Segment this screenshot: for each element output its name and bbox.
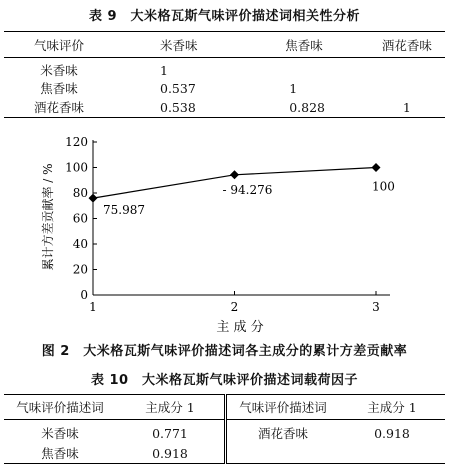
- x-tick-label: 3: [372, 300, 380, 314]
- table-cell: 0.771: [116, 420, 226, 444]
- data-point: [89, 194, 98, 203]
- table-header-cell: 主成分 1: [116, 395, 226, 420]
- table-cell: [241, 58, 369, 80]
- y-tick-label: 100: [65, 160, 88, 175]
- x-tick-label: 2: [230, 300, 239, 314]
- table-cell: 0.918: [116, 443, 226, 464]
- table-row: [4, 97, 445, 118]
- x-tick-label: 1: [89, 300, 97, 314]
- data-label: 75.987: [103, 203, 145, 218]
- table-row: [4, 420, 445, 444]
- table-cell: [226, 443, 340, 464]
- y-tick-label: 80: [72, 186, 88, 200]
- table-cell: [369, 58, 445, 80]
- y-tick-label: 120: [65, 135, 88, 149]
- loading-factor-table: [4, 394, 445, 464]
- table-cell: 0.918: [374, 425, 410, 441]
- table-cell: [339, 443, 445, 464]
- table-cell: 0.828: [241, 97, 369, 118]
- data-label: 100: [372, 179, 395, 194]
- table-row: [4, 58, 445, 80]
- table-header-cell: 焦香味: [241, 32, 369, 58]
- table-cell: 焦香味: [4, 443, 116, 464]
- y-tick-label: 0: [80, 288, 88, 302]
- table-header-cell: 气味评价描述词: [226, 395, 340, 420]
- table-cell: 0.537: [160, 80, 196, 96]
- y-tick-label: 40: [72, 237, 88, 251]
- table-cell: 酒花香味: [257, 426, 308, 441]
- table-cell: 焦香味: [40, 81, 78, 96]
- table-header-cell: 气味评价: [4, 32, 114, 58]
- data-point: [372, 163, 381, 172]
- table-cell: 米香味: [40, 63, 78, 78]
- table-cell: 米香味: [41, 426, 79, 441]
- table9-caption: 表 9 大米格瓦斯气味评价描述词相关性分析: [88, 9, 361, 24]
- table-header-row: [4, 32, 445, 58]
- table-header-row: [4, 395, 445, 420]
- x-axis-label: 主 成 分: [216, 320, 264, 335]
- table-cell: 1: [369, 97, 445, 118]
- y-tick-label: 60: [72, 211, 88, 226]
- y-axis-label: 累计方差贡献率 / %: [41, 163, 55, 271]
- data-point: [230, 170, 239, 179]
- figure2-caption: 图 2 大米格瓦斯气味评价描述词各主成分的累计方差贡献率: [41, 344, 408, 359]
- table-header-cell: 酒花香味: [369, 32, 445, 58]
- table-header-cell: 主成分 1: [339, 395, 445, 420]
- table-header-cell: 气味评价描述词: [4, 395, 116, 420]
- table-cell: 1: [289, 80, 298, 96]
- y-tick-label: 20: [72, 262, 88, 277]
- table-cell: [369, 79, 445, 97]
- correlation-table: [4, 31, 445, 118]
- table-header-cell: 米香味: [114, 32, 241, 58]
- table-row: [4, 443, 445, 464]
- table-cell: 酒花香味: [4, 97, 114, 118]
- data-label: - 94.276: [222, 182, 273, 197]
- table10-caption: 表 10 大米格瓦斯气味评价描述词载荷因子: [90, 373, 359, 388]
- table-cell: 0.538: [114, 97, 241, 118]
- table-row: [4, 79, 445, 97]
- cumulative-variance-chart: [0, 130, 449, 340]
- table-cell: 1: [160, 62, 168, 78]
